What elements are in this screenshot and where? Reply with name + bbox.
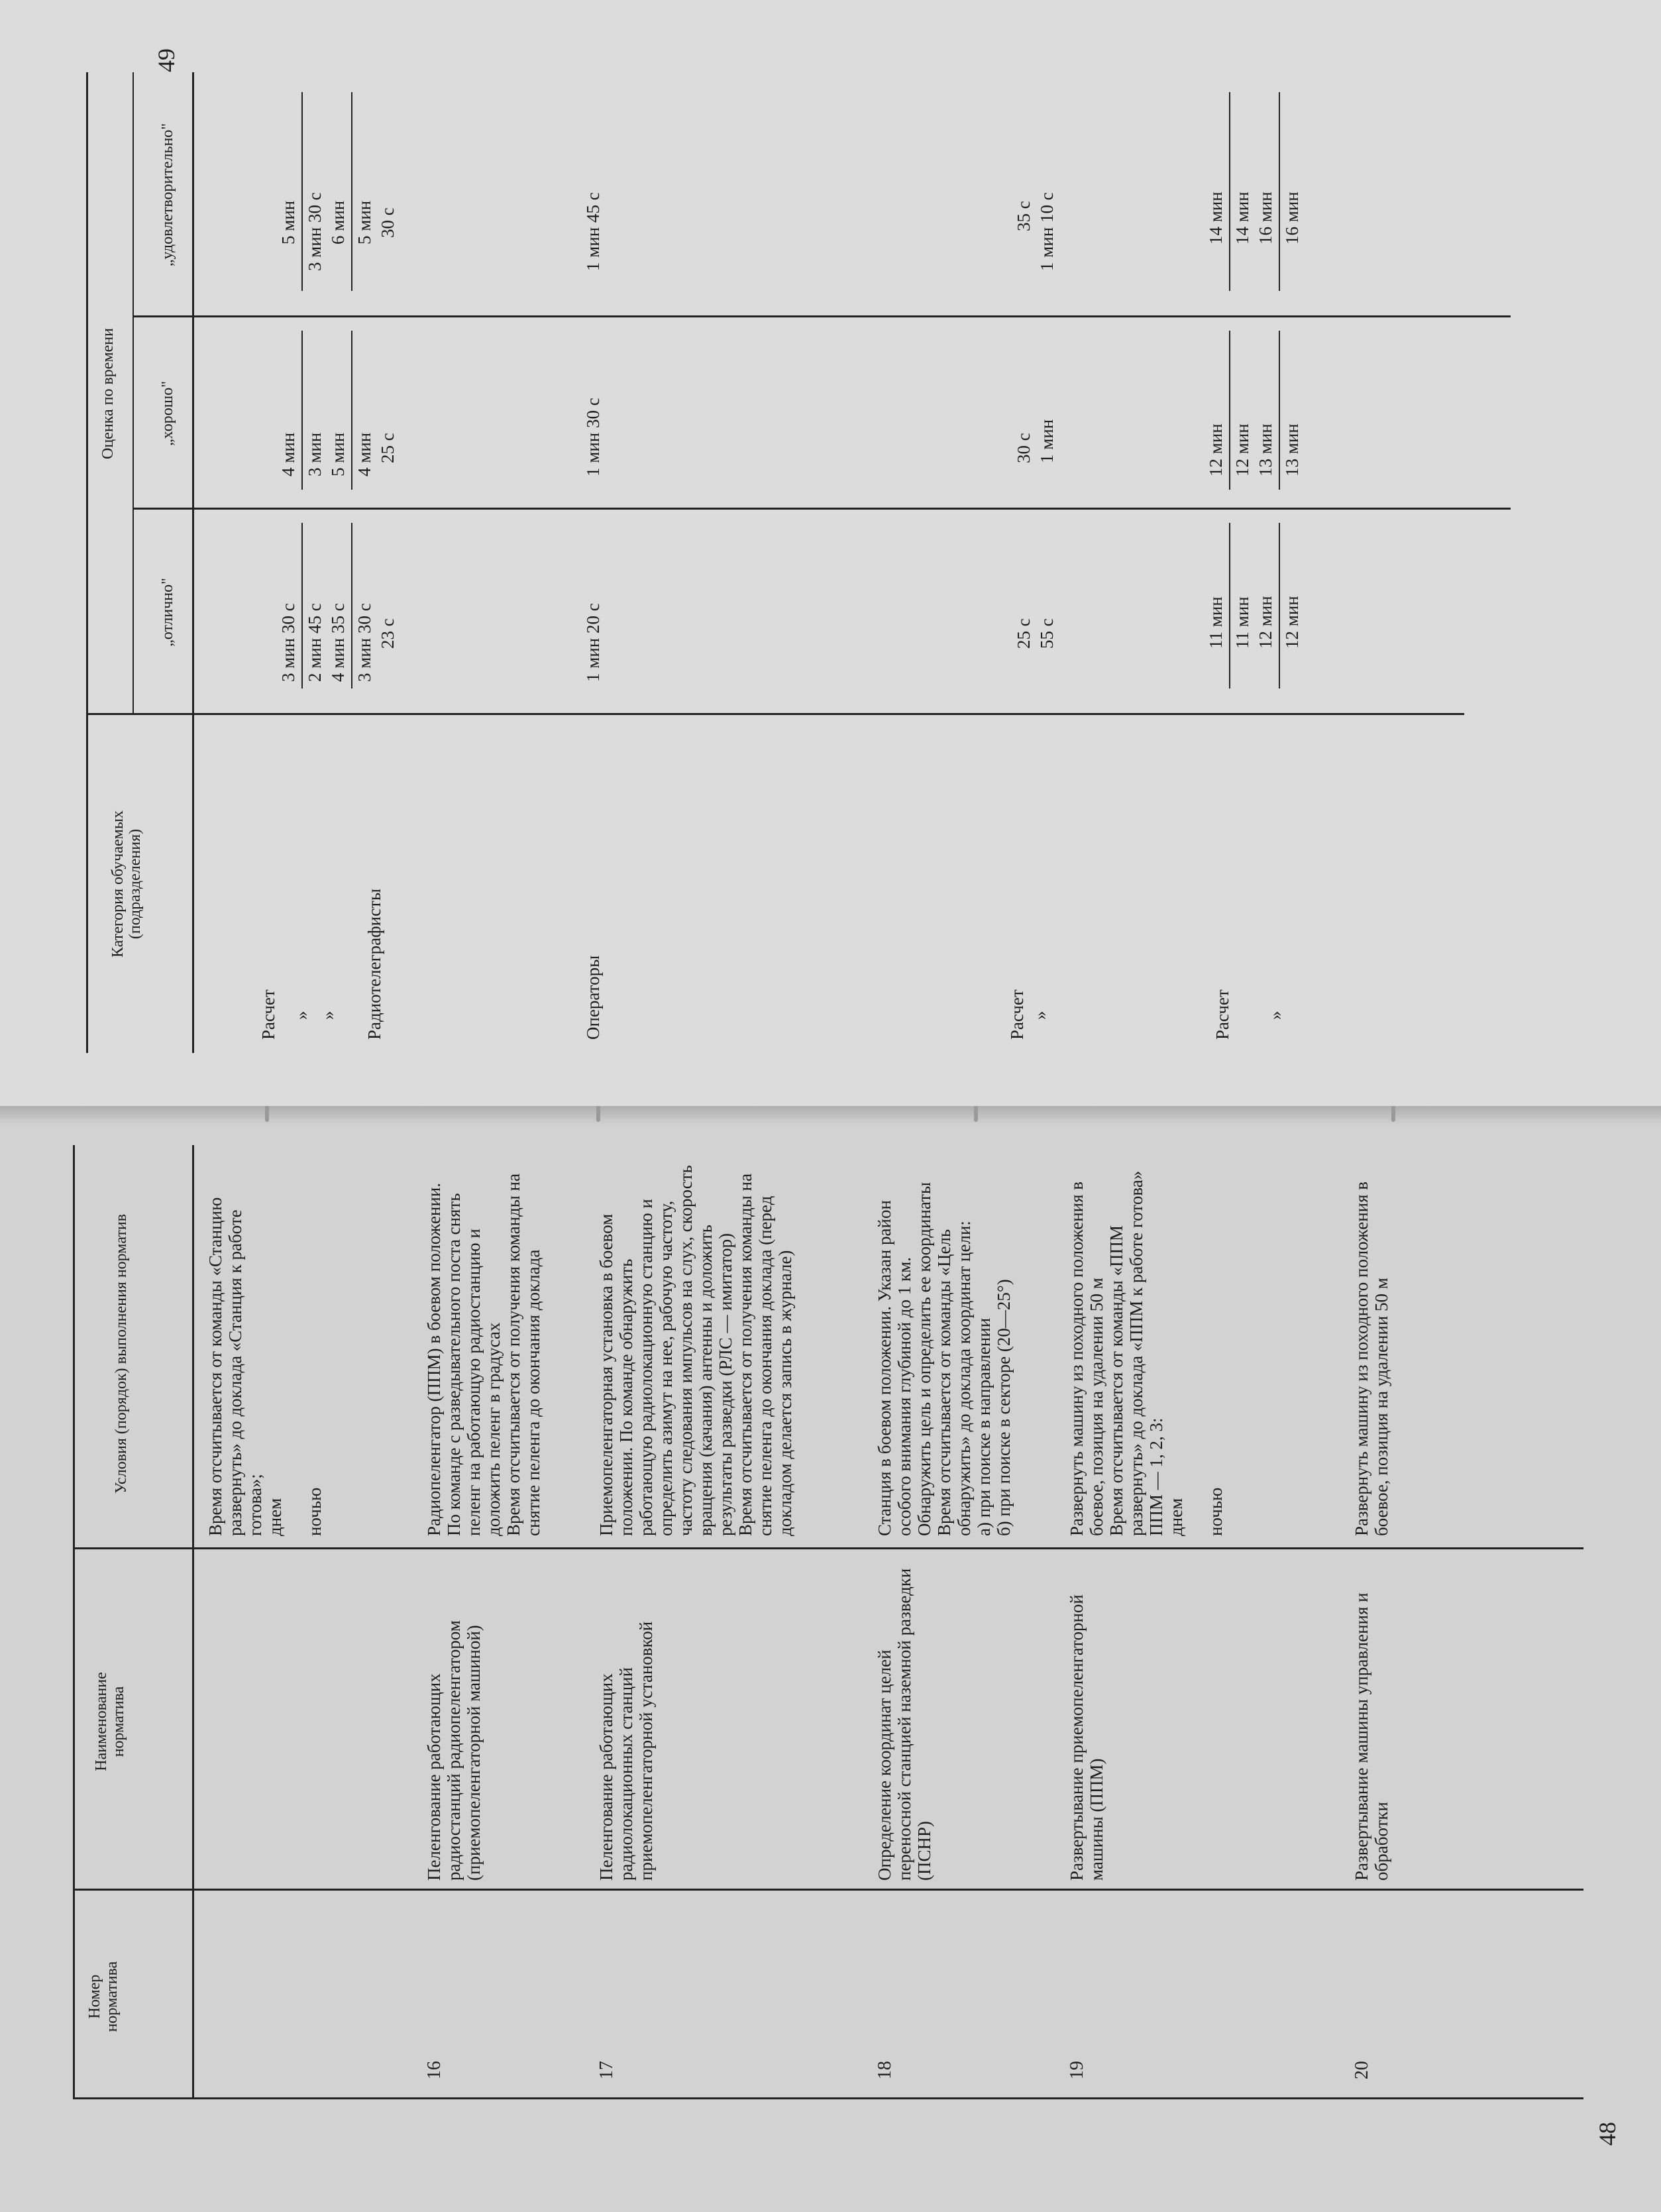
row-19-number: 19 xyxy=(1067,2061,1087,2079)
row-0-conditions: Время отсчитывается от команды «Станцию развернуть» до доклада «Станция к работе готова»; днем ночью xyxy=(205,1197,325,1536)
table-top-border-right xyxy=(86,72,88,1053)
good-time: 25 с xyxy=(378,433,398,463)
category-raschet: Расчет xyxy=(1007,989,1027,1040)
category-ditto: » xyxy=(1265,1011,1285,1020)
excellent-time: 55 с xyxy=(1037,618,1057,649)
col-divider-category xyxy=(86,713,1464,715)
category-ditto: » xyxy=(292,1011,311,1020)
subrow-divider xyxy=(351,331,352,490)
good-time: 12 мин xyxy=(1232,423,1252,476)
excellent-time: 12 мин xyxy=(1256,596,1275,649)
col-divider-3 xyxy=(73,1547,1583,1549)
excellent-time: 3 мин 30 с xyxy=(354,603,374,682)
satisfactory-time: 16 мин xyxy=(1256,192,1275,245)
good-time: 4 мин xyxy=(354,432,374,476)
header-excellent: „отлично" xyxy=(159,578,176,647)
excellent-time: 12 мин xyxy=(1282,596,1302,649)
row-16-name: Пеленгование работающих радиостанций радиопеленгатором (приемопеленгаторной машиной) xyxy=(424,1620,484,1881)
header-category: Категория обучаемых (подразделения) xyxy=(109,810,144,958)
page-number-right: 49 xyxy=(153,48,180,72)
category-raschet: Расчет xyxy=(258,989,278,1040)
satisfactory-time: 1 мин 10 с xyxy=(1037,192,1057,271)
good-time: 13 мин xyxy=(1282,423,1302,476)
row-18-name: Определение координат целей переносной станцией наземной разведки (ПСНР) xyxy=(875,1568,934,1881)
category-radiotelegraphists: Радиотелеграфисты xyxy=(364,889,384,1040)
left-page xyxy=(0,1106,1661,2212)
excellent-time: 3 мин 30 с xyxy=(278,603,298,682)
subrow-divider xyxy=(301,523,303,689)
excellent-time: 4 мин 35 с xyxy=(328,603,348,682)
header-number: Номер норматива xyxy=(86,1961,121,2032)
excellent-time: 25 с xyxy=(1014,618,1034,649)
excellent-time: 11 мин xyxy=(1206,596,1226,649)
good-time: 5 мин xyxy=(328,432,348,476)
satisfactory-time: 30 с xyxy=(378,207,398,238)
satisfactory-time: 35 с xyxy=(1014,201,1034,231)
subrow-divider xyxy=(351,92,352,291)
subrow-divider xyxy=(1229,92,1230,291)
good-time: 1 мин xyxy=(1037,419,1057,463)
row-17-name: Пеленгование работающих радиолокационных станций приемопеленгаторной установкой xyxy=(596,1621,656,1881)
satisfactory-time: 5 мин xyxy=(278,200,298,245)
time-group-divider xyxy=(133,72,134,715)
header-good: „хорошо" xyxy=(159,381,176,447)
header-conditions: Условия (порядок) выполнения норматив xyxy=(113,1213,130,1494)
header-time-group: Оценка по времени xyxy=(99,328,117,459)
good-time: 13 мин xyxy=(1256,423,1275,476)
header-bottom-border-right xyxy=(192,72,194,1053)
row-19-conditions: Развернуть машину из походного положения в боевое, позиция на удалении 50 м Время отсчитывается от команды «ППМ развернуть» до доклада «ППМ к работе готова» ППМ — 1, 2, 3: днем ночью xyxy=(1067,1170,1226,1536)
subrow-divider xyxy=(1279,331,1280,490)
satisfactory-time: 1 мин 45 с xyxy=(583,192,603,271)
good-time: 1 мин 30 с xyxy=(583,398,603,476)
satisfactory-time: 14 мин xyxy=(1206,192,1226,245)
subrow-divider xyxy=(1279,523,1280,689)
header-name: Наименование норматива xyxy=(93,1672,127,1771)
row-19-name: Развертывание приемопеленгаторной машины (ППМ) xyxy=(1067,1594,1106,1881)
subrow-divider xyxy=(1229,523,1230,689)
row-20-name: Развертывание машины управления и обработки xyxy=(1352,1592,1391,1881)
row-16-conditions: Радиопеленгатор (ППМ) в боевом положении. По команде с разведывательного поста снять пеленг на работающую радиостанцию и доложить пеленг в градусах Время отсчитывается от получения команды на снятие пеленга до окончания доклада xyxy=(424,1173,543,1536)
good-time: 3 мин xyxy=(305,432,325,476)
col-divider-1 xyxy=(73,2097,1583,2099)
subrow-divider xyxy=(1279,92,1280,291)
satisfactory-time: 5 мин xyxy=(354,200,374,245)
category-raschet: Расчет xyxy=(1212,989,1232,1040)
excellent-time: 23 с xyxy=(378,618,398,649)
subrow-divider xyxy=(301,92,303,291)
row-16-number: 16 xyxy=(424,2061,445,2079)
excellent-time: 11 мин xyxy=(1232,596,1252,649)
category-ditto: » xyxy=(318,1011,338,1020)
col-divider-excellent xyxy=(133,508,1511,510)
good-time: 30 с xyxy=(1014,433,1034,463)
row-18-conditions: Станция в боевом положении. Указан район особого внимания глубиной до 1 км. Обнаружить цель и определить ее координаты Время отсчитывается от команды «Цель обнаружить» до доклада координат цели: а) при поиске в направлении б) при поиске в секторе (20—25°) xyxy=(875,1182,1014,1536)
row-20-number: 20 xyxy=(1352,2061,1372,2079)
satisfactory-time: 14 мин xyxy=(1232,192,1252,245)
good-time: 12 мин xyxy=(1206,423,1226,476)
subrow-divider xyxy=(1229,331,1230,490)
header-satisfactory: „удовлетворительно" xyxy=(159,123,176,267)
row-17-number: 17 xyxy=(596,2061,617,2079)
category-ditto: » xyxy=(1030,1011,1050,1020)
excellent-time: 2 мин 45 с xyxy=(305,603,325,682)
page-number-left: 48 xyxy=(1594,2122,1621,2146)
subrow-divider xyxy=(351,523,352,689)
table-top-border xyxy=(73,1145,75,2099)
subrow-divider xyxy=(301,331,303,490)
satisfactory-time: 6 мин xyxy=(328,200,348,245)
satisfactory-time: 16 мин xyxy=(1282,192,1302,245)
row-20-conditions: Развернуть машину из походного положения в боевое, позиция на удалении 50 м xyxy=(1352,1181,1391,1536)
row-17-conditions: Приемопеленгаторная установка в боевом положении. По команде обнаружить работающую радиолокационную станцию и определить азимут на нее, рабочую частоту, частоту следования импульсов на слух, скорость вращения (качания) антенны и доложить результаты разведки (РЛС — имитатор) Время отсчитывается от получения команды на снятие пеленга до окончания доклада (перед докладом делается запись в журнале) xyxy=(596,1165,795,1536)
col-divider-2 xyxy=(73,1889,1583,1891)
col-divider-good xyxy=(133,315,1511,317)
good-time: 4 мин xyxy=(278,432,298,476)
header-bottom-border xyxy=(192,1145,194,2099)
row-18-number: 18 xyxy=(875,2061,895,2079)
excellent-time: 1 мин 20 с xyxy=(583,603,603,682)
satisfactory-time: 3 мин 30 с xyxy=(305,192,325,271)
category-operators: Операторы xyxy=(583,955,603,1040)
